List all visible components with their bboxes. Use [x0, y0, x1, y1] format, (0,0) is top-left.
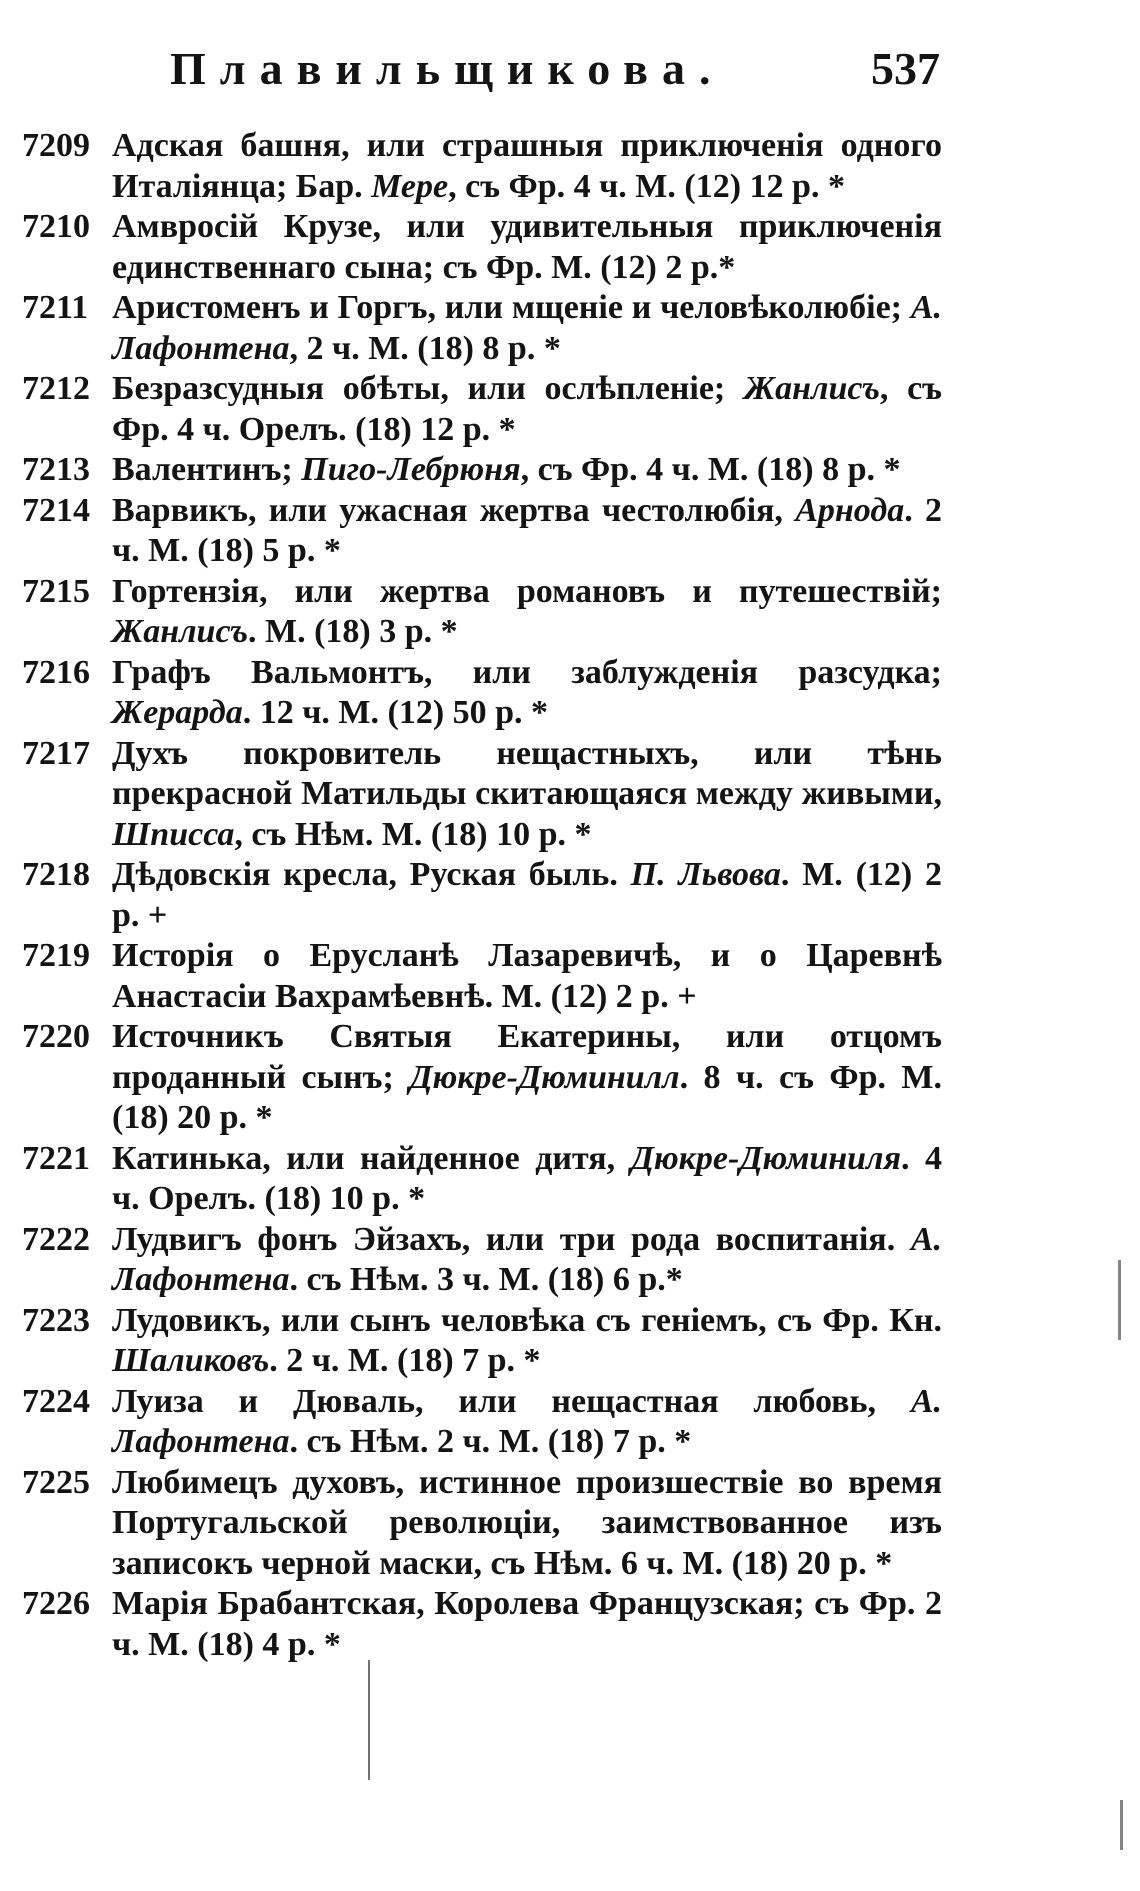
entry-text [112, 1463, 942, 1585]
entry-author: Жанлисъ [112, 613, 248, 650]
catalog-entry [22, 369, 942, 450]
entry-number: 7210 [22, 208, 90, 245]
entry-number: 7215 [22, 572, 90, 610]
entry-author: Арнода [795, 491, 905, 529]
entry-text [112, 1584, 942, 1665]
entry-text [112, 1220, 942, 1301]
entry-author: Пиго-Лебрюня [301, 451, 521, 488]
catalog-entry-list [22, 126, 942, 1665]
entry-number: 7213 [22, 451, 90, 488]
entry-segment: Источникъ Святыя Екатерины, или отцомъ проданный сынъ; [112, 1018, 942, 1096]
entry-author: А. Лафонтена [112, 1220, 942, 1298]
entry-number: 7212 [22, 370, 90, 407]
entry-author: А. Лафонтена [112, 289, 942, 367]
entry-text [112, 288, 942, 369]
entry-number: 7224 [22, 1382, 90, 1420]
entry-segment: , съ Фр. 4 ч. М. (12) 12 р. * [448, 167, 845, 205]
entry-segment: Безразсудныя обѣты, или ослѣпленіе; [112, 370, 744, 407]
entry-segment: . съ Нѣм. 3 ч. М. (18) 6 р.* [289, 1261, 683, 1298]
entry-segment: Аристоменъ и Горгъ, или мщеніе и человѣколюбіе; [112, 289, 911, 326]
entry-segment: , съ Фр. 4 ч. Орелъ. (18) 12 р. * [112, 370, 942, 448]
entry-text [112, 1382, 942, 1463]
entry-segment: . М. (18) 3 р. * [248, 613, 458, 650]
entry-number: 7217 [22, 734, 90, 772]
entry-author: Шписса [112, 815, 235, 853]
entry-segment: Луиза и Дюваль, или нещастная любовь, [112, 1382, 911, 1420]
catalog-entry [22, 1463, 942, 1585]
entry-segment: . 12 ч. М. (12) 50 р. * [242, 694, 549, 731]
scan-artifact-line [1118, 1260, 1121, 1340]
entry-text [112, 207, 942, 288]
entry-segment: Амвросій Крузе, или удивительныя приключенія единственнаго сына; съ Фр. М. (12) 2 р.* [112, 208, 942, 286]
scan-artifact-line [368, 1660, 370, 1780]
entry-segment: . 2 ч. М. (18) 7 р. * [269, 1342, 541, 1379]
entry-author: Шаликовъ [112, 1342, 270, 1379]
entry-segment: Лудовикъ, или сынъ человѣка съ геніемъ, съ Фр. Кн. [112, 1301, 942, 1339]
entry-segment: . 8 ч. съ Фр. М. (18) 20 р. * [112, 1058, 943, 1136]
page-number: 537 [871, 43, 940, 94]
entry-author: Жанлисъ [743, 370, 880, 407]
running-head: Плавильщикова. [170, 43, 725, 94]
entry-text [112, 1301, 942, 1382]
catalog-entry [22, 1382, 942, 1463]
entry-text [112, 855, 942, 936]
entry-author: Дюкре-Дюминиля [630, 1139, 902, 1177]
entry-text [112, 936, 942, 1017]
entry-segment: Катинька, или найденное дитя, [112, 1139, 631, 1177]
entry-author: Жерарда [112, 694, 243, 731]
entry-text [112, 450, 942, 491]
catalog-entry [22, 450, 942, 491]
entry-segment: Исторія о Еруcланѣ Лазаревичѣ, и о Царевнѣ Анастасіи Вахрамѣевнѣ. М. (12) 2 р. + [112, 937, 942, 1015]
entry-segment: Лудвигъ фонъ Эйзахъ, или три рода воспитанія. [112, 1220, 911, 1258]
entry-number: 7223 [22, 1301, 90, 1339]
entry-segment: Любимецъ духовъ, истинное произшествіе во время Португальской революціи, заимствованное изъ записокъ черной маски, съ Нѣм. 6 ч. М. (18) 20 р. * [112, 1463, 942, 1582]
entry-segment: Адская башня, или страшныя приключенія одного Италіянца; Бар. [112, 127, 942, 205]
catalog-entry [22, 1584, 942, 1665]
entry-text [112, 1139, 942, 1220]
entry-segment: . 4 ч. Орелъ. (18) 10 р. * [112, 1139, 942, 1217]
entry-number: 7209 [22, 127, 90, 164]
entry-number: 7220 [22, 1018, 90, 1055]
catalog-entry [22, 1301, 942, 1382]
catalog-entry [22, 734, 942, 856]
entry-text [112, 653, 942, 734]
catalog-entry [22, 1139, 942, 1220]
entry-author: П. Львова [630, 856, 781, 893]
entry-text [112, 572, 942, 653]
entry-number: 7225 [22, 1463, 90, 1501]
catalog-entry [22, 1017, 942, 1139]
catalog-entry [22, 491, 942, 572]
entry-author: Дюкре-Дюминилл [409, 1058, 680, 1096]
entry-segment: . М. (12) 2 р. + [112, 856, 942, 934]
catalog-entry [22, 1220, 942, 1301]
entry-segment: Графъ Вальмонтъ, или заблужденія разсудка; [112, 653, 942, 691]
entry-author: Мере [371, 167, 449, 205]
entry-segment: , съ Нѣм. М. (18) 10 р. * [234, 815, 592, 853]
entry-text [112, 491, 942, 572]
entry-segment: Гортензія, или жертва романовъ и путешествій; [112, 572, 942, 610]
entry-text [112, 126, 942, 207]
catalog-entry [22, 653, 942, 734]
entry-segment: Валентинъ; [112, 451, 302, 488]
entry-segment: . съ Нѣм. 2 ч. М. (18) 7 р. * [289, 1423, 692, 1460]
catalog-entry [22, 572, 942, 653]
catalog-entry [22, 855, 942, 936]
entry-text [112, 734, 942, 856]
entry-number: 7226 [22, 1585, 90, 1622]
entry-number: 7214 [22, 491, 90, 529]
entry-text [112, 369, 942, 450]
catalog-entry [22, 126, 942, 207]
catalog-entry [22, 936, 942, 1017]
entry-number: 7216 [22, 653, 90, 691]
entry-segment: Варвикъ, или ужасная жертва честолюбія, [112, 491, 796, 529]
catalog-entry [22, 288, 942, 369]
entry-segment: , съ Фр. 4 ч. М. (18) 8 р. * [520, 451, 901, 488]
entry-number: 7211 [22, 289, 89, 326]
entry-segment: . 2 ч. М. (18) 5 р. * [112, 491, 943, 569]
entry-number: 7218 [22, 856, 90, 893]
entry-segment: Марія Брабантская, Королева Французская; съ Фр. 2 ч. М. (18) 4 р. * [112, 1585, 942, 1663]
entry-segment: Дѣдовскія кресла, Руская быль. [112, 856, 631, 893]
page-header [150, 42, 940, 102]
entry-number: 7219 [22, 937, 90, 974]
entry-author: А. Лафонтена [112, 1382, 942, 1460]
catalog-entry [22, 207, 942, 288]
entry-number: 7221 [22, 1139, 90, 1177]
entry-segment: Духъ покровитель нещастныхъ, или тѣнь прекрасной Матильды скитающаяся между живыми, [112, 734, 942, 812]
entry-segment: , 2 ч. М. (18) 8 р. * [289, 329, 561, 367]
scan-artifact-line [1120, 1800, 1123, 1850]
entry-text [112, 1017, 942, 1139]
entry-number: 7222 [22, 1220, 90, 1258]
